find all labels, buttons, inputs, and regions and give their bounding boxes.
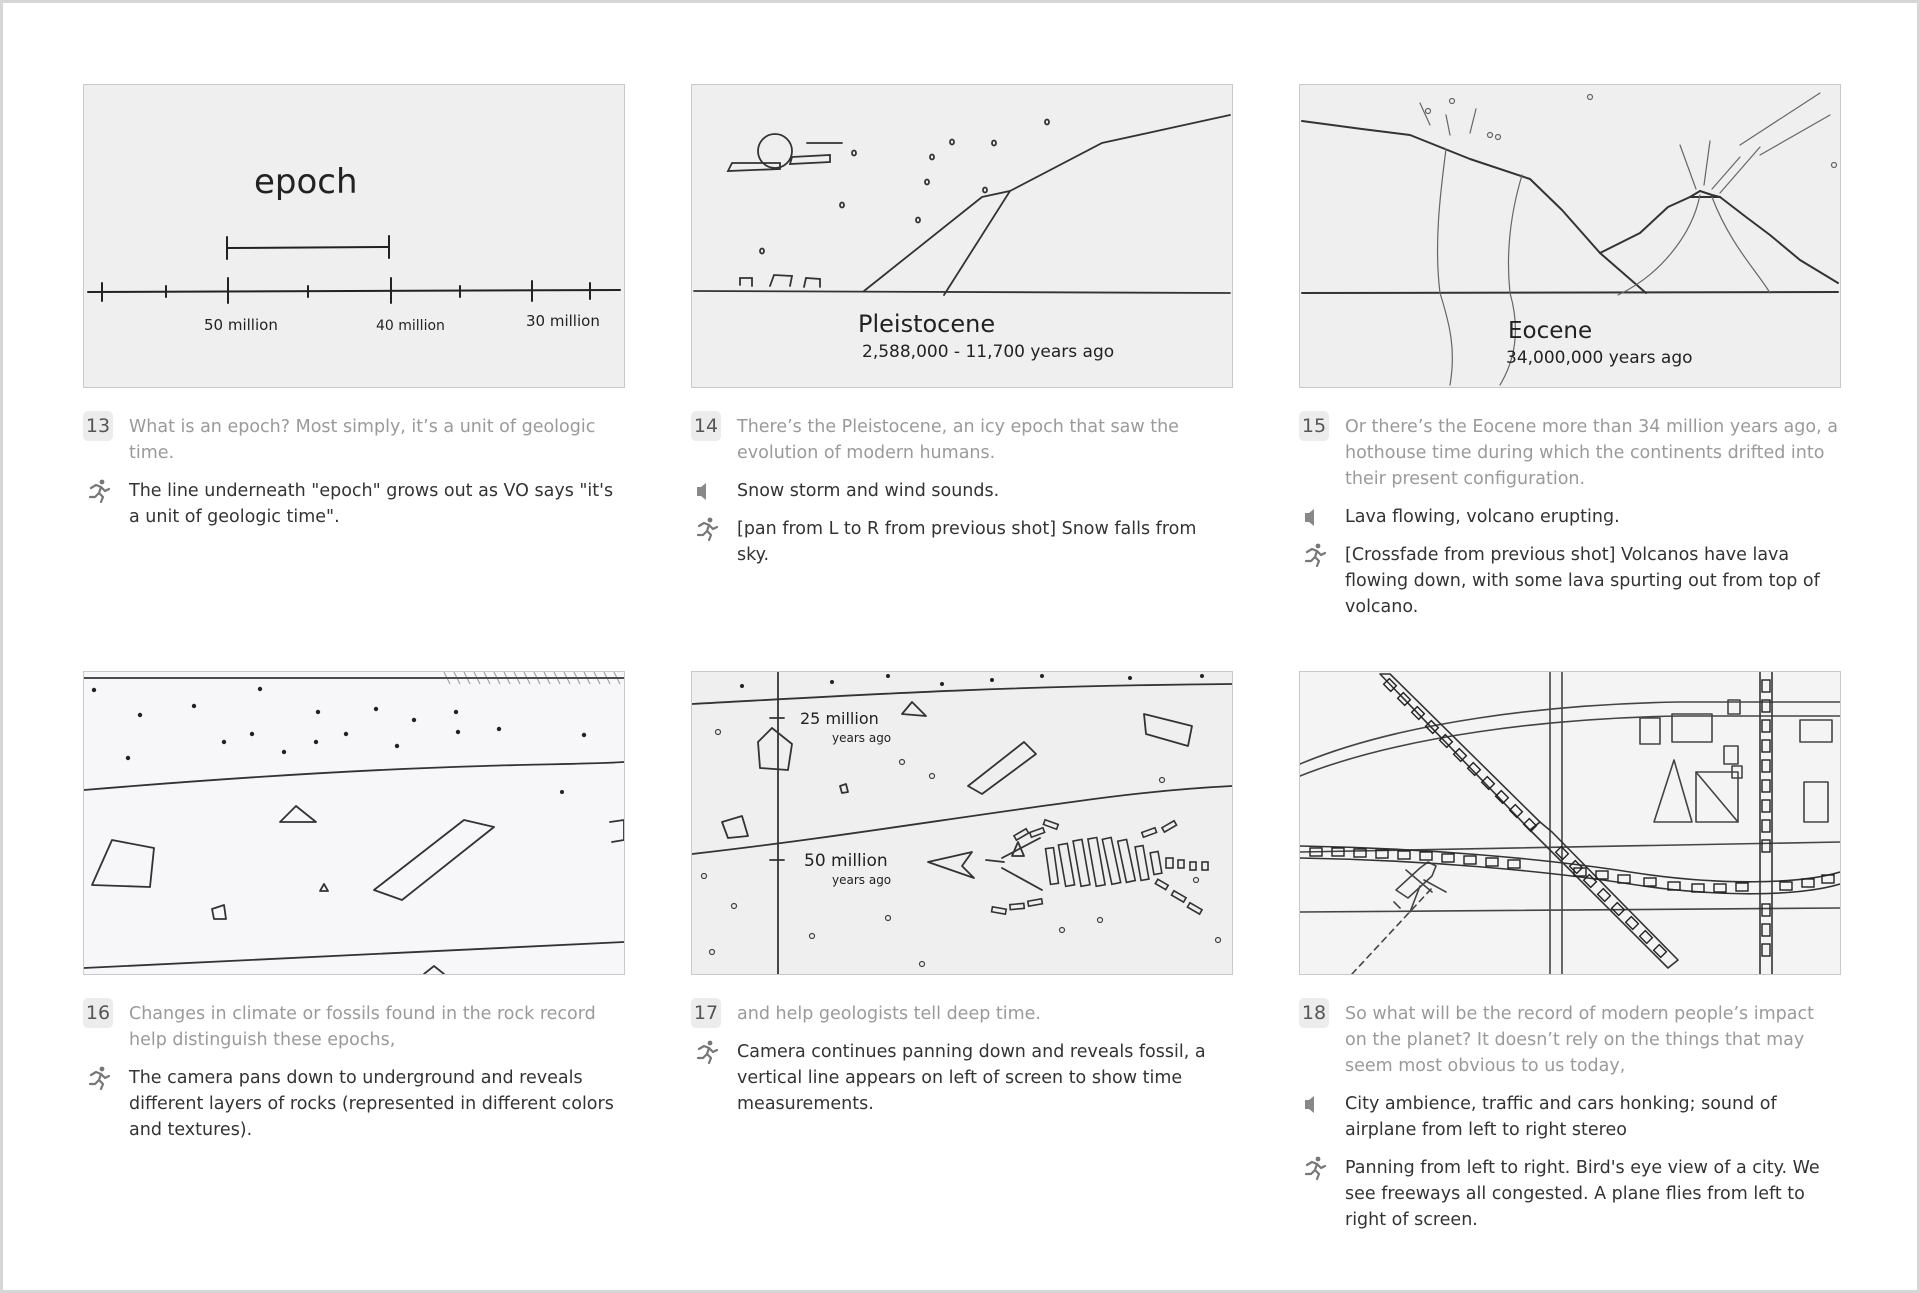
action-note <box>737 1039 1233 1117</box>
sketch-drawing <box>84 85 624 387</box>
speaker-icon <box>691 478 721 504</box>
sound-note <box>737 478 1233 504</box>
panel-caption <box>83 1001 625 1143</box>
narration-text: There’s the Pleistocene, an icy epoch that saw the evolution of modern humans. <box>737 417 1179 463</box>
sketch-label-epoch: epoch <box>254 162 358 202</box>
storyboard-panel-13 <box>83 84 625 542</box>
panel-number: 17 <box>691 998 721 1028</box>
note-text: The line underneath "epoch" grows out as VO says "it's a unit of geologic time". <box>129 481 614 527</box>
action-note <box>1345 1155 1841 1233</box>
note-text: The camera pans down to underground and reveals different layers of rocks (represented in different colors and textures). <box>129 1068 614 1140</box>
sketch-label-50-million: 50 million <box>204 316 278 334</box>
running-person-icon <box>83 1065 113 1091</box>
sound-note <box>1345 504 1841 530</box>
narration-text: Or there’s the Eocene more than 34 million years ago, a hothouse time during which the continents drifted into their present configuration. <box>1345 417 1838 489</box>
running-person-icon <box>1299 542 1329 568</box>
sketch-label-pleistocene: Pleistocene <box>858 310 996 338</box>
storyboard-panel-17 <box>691 671 1233 1129</box>
panel-caption <box>1299 414 1841 620</box>
running-person-icon <box>691 516 721 542</box>
action-note <box>129 1065 625 1143</box>
narration-text: and help geologists tell deep time. <box>737 1004 1041 1024</box>
storyboard-panel-14 <box>691 84 1233 580</box>
panel-caption <box>1299 1001 1841 1233</box>
sketch-epoch-timeline <box>83 84 625 388</box>
note-text: Lava flowing, volcano erupting. <box>1345 507 1620 527</box>
action-note <box>129 478 625 530</box>
panel-caption <box>83 414 625 530</box>
sketch-rock-layers <box>83 671 625 975</box>
panel-caption <box>691 1001 1233 1117</box>
sketch-label-40-million: 40 million <box>376 318 445 334</box>
running-person-icon <box>83 478 113 504</box>
narration-text: Changes in climate or fossils found in the rock record help distinguish these epochs, <box>129 1004 596 1050</box>
note-text: [pan from L to R from previous shot] Snow falls from sky. <box>737 519 1197 565</box>
sketch-drawing <box>692 85 1232 387</box>
speaker-icon <box>1299 504 1329 530</box>
speaker-icon <box>1299 1091 1329 1117</box>
panel-caption <box>691 414 1233 568</box>
note-text: Camera continues panning down and reveals fossil, a vertical line appears on left of screen to show time measurements. <box>737 1042 1206 1114</box>
sketch-city-birds-eye <box>1299 671 1841 975</box>
running-person-icon <box>691 1039 721 1065</box>
panel-number: 13 <box>83 411 113 441</box>
sketch-label-eocene-years: 34,000,000 years ago <box>1506 348 1693 368</box>
sketch-label-50-million: 50 million <box>804 851 888 871</box>
sketch-fossil-timeline <box>691 671 1233 975</box>
note-text: [Crossfade from previous shot] Volcanos have lava flowing down, with some lava spurting out from top of volcano. <box>1345 545 1820 617</box>
sketch-drawing <box>84 672 624 974</box>
sketch-drawing <box>1300 85 1840 387</box>
panel-number: 18 <box>1299 998 1329 1028</box>
sketch-drawing <box>1300 672 1840 974</box>
sketch-label-50-million-years: years ago <box>832 873 892 887</box>
note-text: Panning from left to right. Bird's eye view of a city. We see freeways all congested. A plane flies from left to right of screen. <box>1345 1158 1820 1230</box>
sketch-label-30-million: 30 million <box>526 312 600 330</box>
sketch-pleistocene <box>691 84 1233 388</box>
note-text: Snow storm and wind sounds. <box>737 481 1000 501</box>
storyboard-panel-15 <box>1299 84 1841 632</box>
sketch-label-25-million-years: years ago <box>832 731 892 745</box>
narration-text: So what will be the record of modern people’s impact on the planet? It doesn’t rely on the things that may seem most obvious to us today, <box>1345 1004 1814 1076</box>
note-text: City ambience, traffic and cars honking; sound of airplane from left to right stereo <box>1345 1094 1777 1140</box>
action-note <box>737 516 1233 568</box>
action-note <box>1345 542 1841 620</box>
running-person-icon <box>1299 1155 1329 1181</box>
panel-number: 14 <box>691 411 721 441</box>
panel-number: 16 <box>83 998 113 1028</box>
sound-note <box>1345 1091 1841 1143</box>
storyboard-panel-18 <box>1299 671 1841 1245</box>
sketch-drawing <box>692 672 1232 974</box>
sketch-label-pleistocene-years: 2,588,000 - 11,700 years ago <box>862 342 1115 362</box>
sketch-label-25-million: 25 million <box>800 709 879 728</box>
narration-text: What is an epoch? Most simply, it’s a unit of geologic time. <box>129 417 596 463</box>
panel-number: 15 <box>1299 411 1329 441</box>
sketch-eocene <box>1299 84 1841 388</box>
storyboard-panel-16 <box>83 671 625 1155</box>
sketch-label-eocene: Eocene <box>1508 318 1593 344</box>
